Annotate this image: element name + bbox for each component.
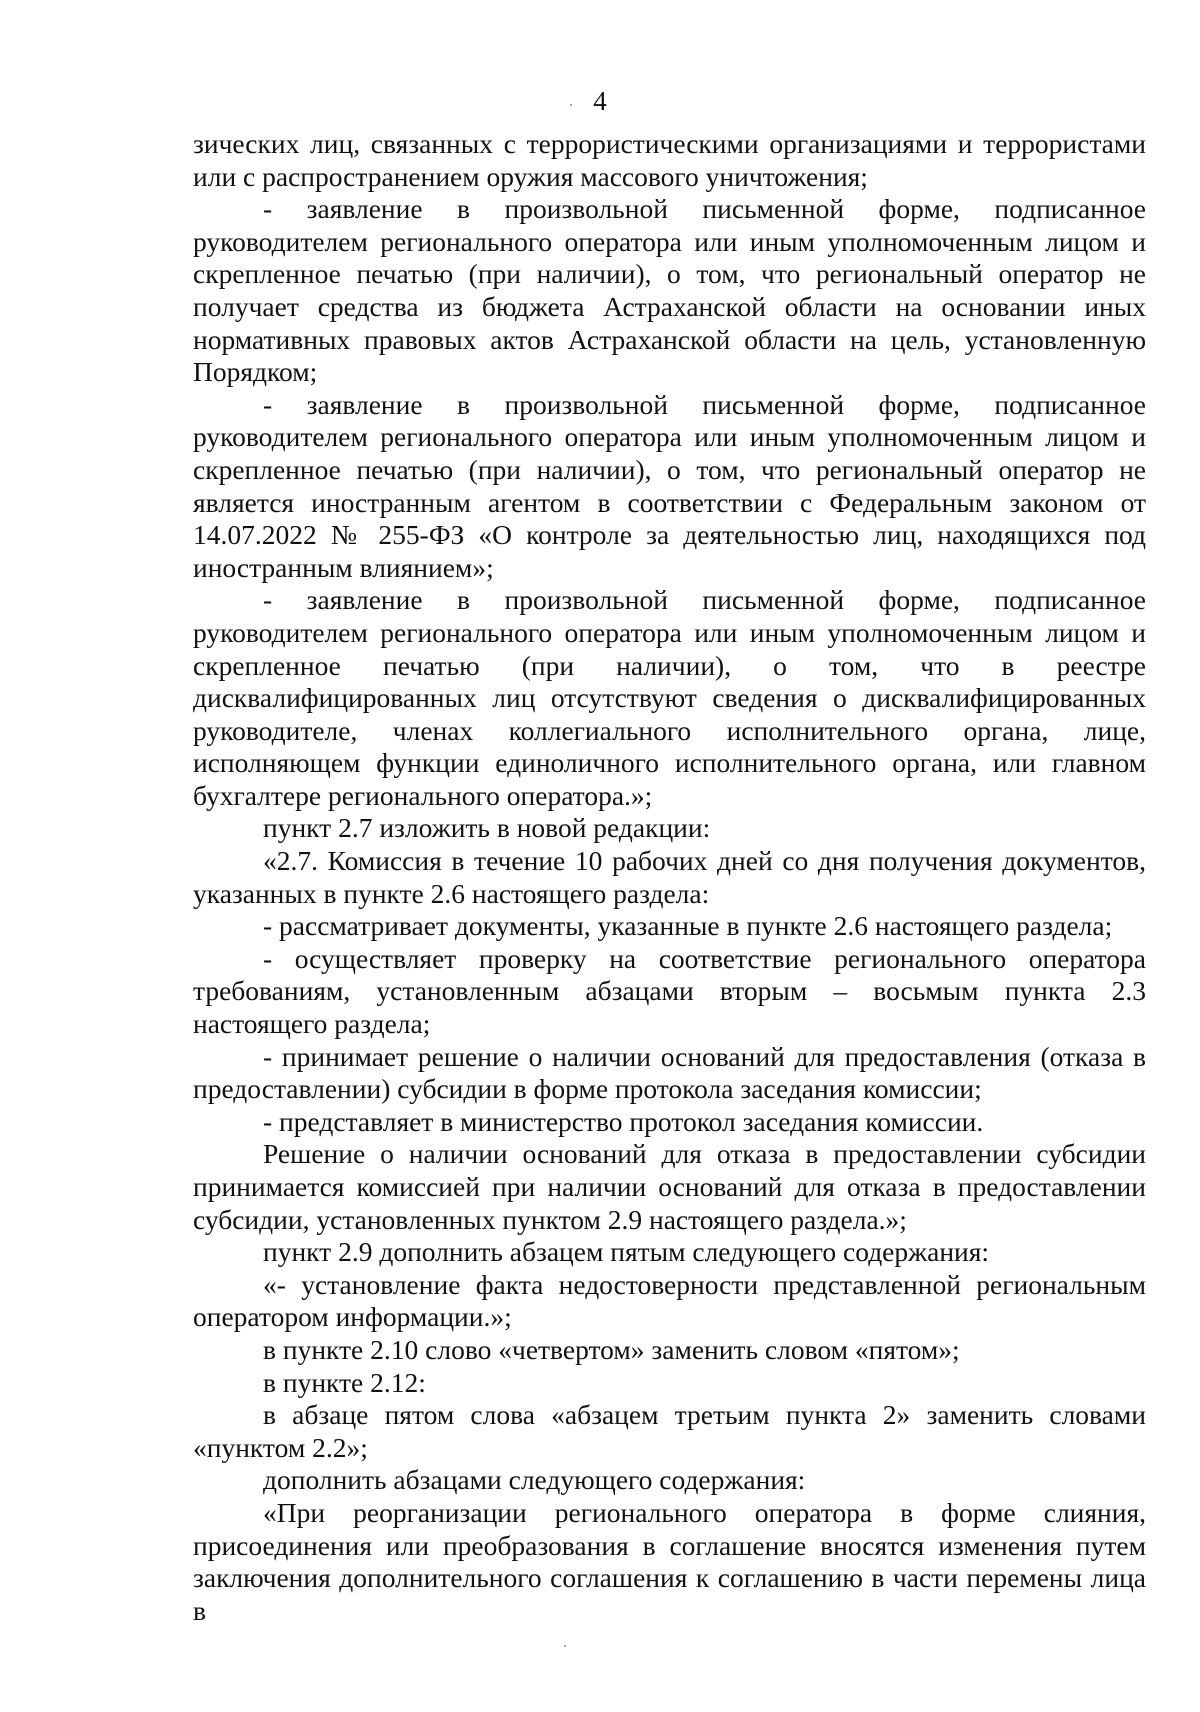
- page-number: 4: [593, 86, 607, 116]
- scan-speck: [570, 104, 572, 106]
- paragraph: в пункте 2.10 слово «четвертом» заменить словом «пятом»;: [263, 1333, 960, 1365]
- paragraph: - заявление в произвольной письменной форме, подписанное руководителем регионального оператора или иным уполномоченным лицом и скрепленное печатью (при наличии), о том, что региональный оператор не является иностранным агентом в соответствии с Федеральным законом от 14.07.2022 № 255-ФЗ «О контроле за деятельностью лиц, находящихся под иностранным влиянием»;: [193, 388, 1146, 583]
- paragraph: Решение о наличии оснований для отказа в предоставлении субсидии принимается комиссией при наличии оснований для отказа в предоставлении субсидии, установленных пунктом 2.9 настоящего раздела.»;: [193, 1138, 1146, 1235]
- paragraph: «2.7. Комиссия в течение 10 рабочих дней со дня получения документов, указанных в пункте 2.6 настоящего раздела:: [193, 845, 1146, 909]
- paragraph: пункт 2.9 дополнить абзацем пятым следующего содержания:: [263, 1236, 990, 1268]
- paragraph: в абзаце пятом слова «абзацем третьим пункта 2» заменить словами «пунктом 2.2»;: [193, 1399, 1146, 1463]
- paragraph: дополнить абзацами следующего содержания:: [263, 1464, 806, 1496]
- document-body: [193, 128, 1146, 1627]
- paragraph: «- установление факта недостоверности представленной региональным оператором информации.»;: [193, 1268, 1146, 1333]
- paragraph: - рассматривает документы, указанные в пункте 2.6 настоящего раздела;: [263, 910, 1113, 942]
- paragraph: в пункте 2.12:: [263, 1366, 426, 1398]
- paragraph: - заявление в произвольной письменной форме, подписанное руководителем регионального оператора или иным уполномоченным лицом и скрепленное печатью (при наличии), о том, что в реестре дисквалифицированных лиц отсутствуют сведения о дисквалифицированных руководителе, членах коллегиального исполнительного органа, лице, исполняющем функции единоличного исполнительного органа, или главном бухгалтере регионального оператора.»;: [193, 584, 1146, 811]
- paragraph: - принимает решение о наличии оснований для предоставления (отказа в предоставлении) субсидии в форме протокола заседания комиссии;: [193, 1040, 1146, 1105]
- paragraph: пункт 2.7 изложить в новой редакции:: [263, 812, 711, 844]
- paragraph: - заявление в произвольной письменной форме, подписанное руководителем регионального оператора или иным уполномоченным лицом и скрепленное печатью (при наличии), о том, что региональный оператор не получает средства из бюджета Астраханской области на основании иных нормативных правовых актов Астраханской области на цель, установленную Порядком;: [193, 193, 1146, 388]
- paragraph: - представляет в министерство протокол заседания комиссии.: [263, 1105, 984, 1137]
- paragraph: зических лиц, связанных с террористическими организациями и террористами или с распространением оружия массового уничтожения;: [193, 128, 1146, 192]
- paragraph: «При реорганизации регионального оператора в форме слияния, присоединения или преобразования в соглашение вносятся изменения путем заключения дополнительного соглашения к соглашению в части перемены лица в: [193, 1496, 1146, 1626]
- scan-speck: [564, 1645, 566, 1647]
- paragraph: - осуществляет проверку на соответствие регионального оператора требованиям, установленным абзацами вторым – восьмым пункта 2.3 настоящего раздела;: [193, 942, 1146, 1040]
